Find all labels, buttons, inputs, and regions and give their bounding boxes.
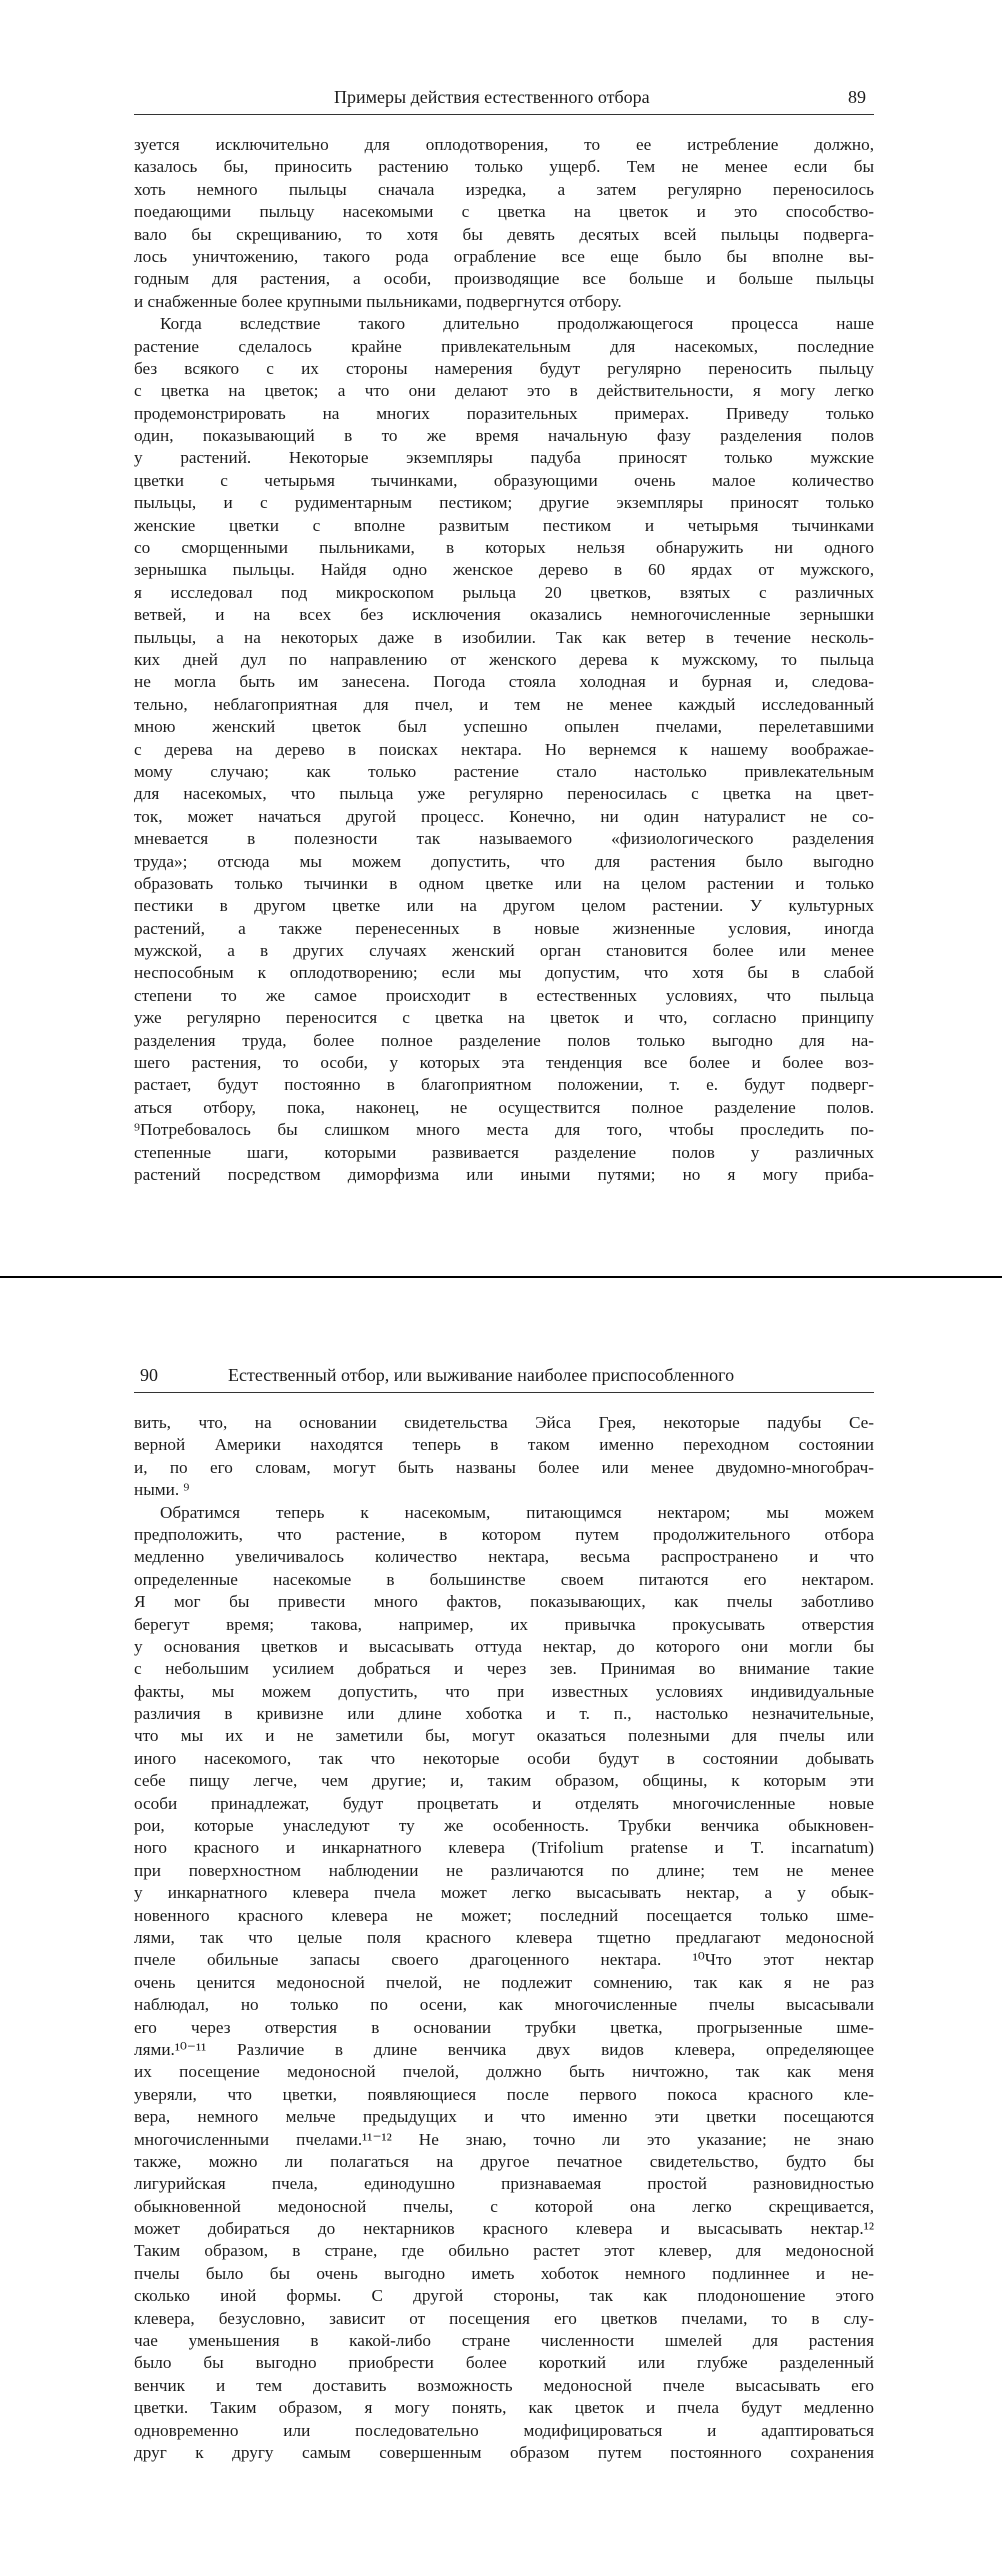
text-line: растение сделалось крайне привлекательным для насекомых, последние bbox=[134, 336, 874, 356]
text-line: пчелы было бы очень выгодно иметь хоботок немного подлиннее и не- bbox=[134, 2263, 874, 2283]
text-line: факты, мы можем допустить, что при известных условиях индивидуальные bbox=[134, 1681, 874, 1701]
page-body bbox=[134, 134, 874, 1186]
text-line: уже регулярно переносится с цветка на цветок и что, согласно принципу bbox=[134, 1008, 874, 1028]
text-line: образовать только тычинки в одном цветке или на целом растении и только bbox=[134, 873, 874, 893]
text-line: степенные шаги, которыми развивается разделение полов у различных bbox=[134, 1142, 874, 1162]
text-line: ного красного и инкарнатного клевера (Trifolium pratense и T. incarnatum) bbox=[134, 1838, 874, 1858]
text-line: различия в кривизне или длине хоботка и т. п., настолько незначительные, bbox=[134, 1704, 874, 1724]
text-line: мневается в полезности так называемого «физиологического разделения bbox=[134, 829, 874, 849]
text-line: лигурийская пчела, единодушно признаваемая простой разновидностью bbox=[134, 2174, 874, 2194]
text-line: цветки с четырьмя тычинками, образующими очень малое количество bbox=[134, 470, 874, 490]
text-line: Когда вследствие такого длительно продолжающегося процесса наше bbox=[160, 314, 874, 334]
text-line: Я мог бы привести много фактов, показывающих, как пчелы заботливо bbox=[134, 1592, 874, 1612]
text-line: и снабженные более крупными пыльниками, подвергнутся отбору. bbox=[134, 291, 622, 311]
text-line: продемонстрировать на многих поразительных примерах. Приведу только bbox=[134, 403, 874, 423]
text-line: друг к другу самым совершенным образом путем постоянного сохранения bbox=[134, 2442, 874, 2462]
text-line: с цветка на цветок; а что они делают это в действительности, я могу легко bbox=[134, 381, 874, 401]
text-line: со сморщенными пыльниками, в которых нельзя обнаружить ни одного bbox=[134, 538, 874, 558]
text-line: что мы их и не заметили бы, могут оказаться полезными для пчелы или bbox=[134, 1726, 874, 1746]
text-line: аться отбору, пока, наконец, не осуществится полное разделение полов. bbox=[134, 1097, 874, 1117]
text-line: вало бы скрещиванию, то хотя бы девять десятых всей пыльцы подверга- bbox=[134, 224, 874, 244]
text-line: лось уничтожению, такого рода ограбление все еще было бы вполне вы- bbox=[134, 246, 874, 266]
text-line: при поверхностном наблюдении не различаются по длине; тем не менее bbox=[134, 1860, 874, 1880]
text-line: их посещение медоносной пчелой, должно быть ничтожно, так как меня bbox=[134, 2062, 874, 2082]
text-line: шего растения, то особи, у которых эта тенденция все более и более воз- bbox=[134, 1053, 874, 1073]
text-line: венчик и тем доставить возможность медоносной пчеле высасывать его bbox=[134, 2375, 874, 2395]
text-line: годным для растения, а особи, производящие все больше и больше пыльцы bbox=[134, 269, 874, 289]
text-line: пыльцы, а на некоторых даже в изобилии. Так как ветер в течение несколь- bbox=[134, 627, 874, 647]
text-line: мною женский цветок был успешно опылен пчелами, перелетавшими bbox=[134, 717, 874, 737]
text-line: женские цветки с вполне развитым пестиком и четырьмя тычинками bbox=[134, 515, 874, 535]
text-line: труда»; отсюда мы можем допустить, что для растения было выгодно bbox=[134, 851, 874, 871]
text-line: может добираться до нектарников красного клевера и высасывать нектар.¹² bbox=[134, 2219, 874, 2239]
page-number: 89 bbox=[848, 87, 866, 107]
text-line: верной Америки находятся теперь в таком именно переходном состоянии bbox=[134, 1435, 874, 1455]
text-line: разделения труда, более полное разделение полов только выгодно для на- bbox=[134, 1030, 874, 1050]
text-line: зернышка пыльцы. Найдя одно женское дерево в 60 ярдах от мужского, bbox=[134, 560, 874, 580]
text-line: степени то же самое происходит в естественных условиях, что пыльца bbox=[134, 985, 874, 1005]
page-89 bbox=[0, 0, 1002, 1276]
text-line: также, можно ли полагаться на другое печатное свидетельство, будто бы bbox=[134, 2151, 874, 2171]
text-line: растений посредством диморфизма или иными путями; но я могу приба- bbox=[134, 1164, 874, 1184]
text-line: и, по его словам, могут быть названы более или менее двудомно-многобрач- bbox=[134, 1457, 874, 1477]
text-line: уверяли, что цветки, появляющиеся после первого покоса красного кле- bbox=[134, 2084, 874, 2104]
text-line: сколько иной формы. С другой стороны, так как плодоношение этого bbox=[134, 2286, 874, 2306]
text-line: поедающими пыльцу насекомыми с цветка на цветок и это способство- bbox=[134, 202, 874, 222]
page-number: 90 bbox=[140, 1365, 158, 1385]
text-line: пестики в другом цветке или на другом целом растении. У культурных bbox=[134, 896, 874, 916]
text-line: его через отверстия в основании трубки цветка, прогрызенные шме- bbox=[134, 2017, 874, 2037]
text-line: без всякого с их стороны намерения будут регулярно переносить пыльцу bbox=[134, 358, 874, 378]
text-line: растений, а также перенесенных в новые жизненные условия, иногда bbox=[134, 918, 874, 938]
text-line: пыльцы, и с рудиментарным пестиком; другие экземпляры приносят только bbox=[134, 493, 874, 513]
text-line: не могла быть им занесена. Погода стояла холодная и бурная и, следова- bbox=[134, 672, 874, 692]
text-line: берегут время; такова, например, их привычка прокусывать отверстия bbox=[134, 1614, 874, 1634]
text-line: ⁹Потребовалось бы слишком много места для того, чтобы проследить по- bbox=[134, 1120, 874, 1140]
running-head bbox=[134, 84, 874, 115]
text-line: зуется исключительно для оплодотворения, то ее истребление должно, bbox=[134, 135, 874, 154]
text-line: казалось бы, приносить растению только ущерб. Тем не менее если бы bbox=[134, 157, 874, 177]
running-head bbox=[134, 1362, 874, 1393]
text-line: один, показывающий в то же время начальную фазу разделения полов bbox=[134, 426, 874, 446]
running-head-title: Естественный отбор, или выживание наиболее приспособленного bbox=[228, 1365, 735, 1385]
text-line: ными. ⁹ bbox=[134, 1480, 190, 1500]
text-line: Таким образом, в стране, где обильно растет этот клевер, для медоносной bbox=[134, 2241, 874, 2261]
text-line: было бы выгодно приобрести более короткий или глубже разделенный bbox=[134, 2353, 874, 2373]
text-line: пчеле обильные запасы своего драгоценного нектара. ¹⁰Что этот нектар bbox=[134, 1950, 874, 1970]
text-line: ток, может начаться другой процесс. Конечно, ни один натуралист не со- bbox=[134, 806, 874, 826]
text-line: очень ценится медоносной пчелой, не подлежит сомнению, так как я не раз bbox=[134, 1972, 874, 1992]
text-line: чае уменьшения в какой-либо стране численности шмелей для растения bbox=[134, 2331, 874, 2351]
text-line: ких дней дул по направлению от женского дерева к мужскому, то пыльца bbox=[134, 649, 874, 669]
text-line: у растений. Некоторые экземпляры падуба приносят только мужские bbox=[134, 448, 874, 468]
text-line: мужской, а в других случаях женский орган становится более или менее bbox=[134, 941, 874, 961]
text-line: у основания цветков и высасывать оттуда нектар, до которого они могли бы bbox=[134, 1636, 874, 1656]
page-90 bbox=[0, 1278, 1002, 2554]
text-line: неспособным к оплодотворению; если мы допустим, что хотя бы в слабой bbox=[134, 963, 874, 983]
text-line: иного насекомого, так что некоторые особи будут в состоянии добывать bbox=[134, 1748, 874, 1768]
page-body bbox=[134, 1412, 874, 2464]
text-line: предположить, что растение, в котором путем продолжительного отбора bbox=[134, 1524, 874, 1544]
text-line: обыкновенной медоносной пчелы, с которой она легко скрещивается, bbox=[134, 2196, 874, 2216]
text-line: с небольшим усилием добраться и через зев. Принимая во внимание такие bbox=[134, 1659, 874, 1679]
text-line: определенные насекомые в большинстве своем питаются его нектаром. bbox=[134, 1569, 874, 1589]
text-line: мому случаю; как только растение стало настолько привлекательным bbox=[134, 761, 874, 781]
text-line: лями, так что целые поля красного клевера тщетно предлагают медоносной bbox=[134, 1927, 874, 1947]
text-line: хоть немного пыльцы сначала изредка, а затем регулярно переносилось bbox=[134, 179, 874, 199]
text-line: тельно, неблагоприятная для пчел, и тем не менее каждый исследованный bbox=[134, 694, 874, 714]
running-head-title: Примеры действия естественного отбора bbox=[334, 87, 650, 107]
text-line: ветвей, и на всех без исключения оказались немногочисленные зернышки bbox=[134, 605, 874, 625]
text-line: для насекомых, что пыльца уже регулярно переносилась с цветка на цвет- bbox=[134, 784, 874, 804]
text-line: одновременно или последовательно модифицироваться и адаптироваться bbox=[134, 2420, 874, 2440]
text-line: многочисленными пчелами.¹¹⁻¹² Не знаю, точно ли это указание; не знаю bbox=[134, 2129, 874, 2149]
text-line: вера, немного мельче предыдущих и что именно эти цветки посещаются bbox=[134, 2107, 874, 2127]
text-line: цветки. Таким образом, я могу понять, как цветок и пчела будут медленно bbox=[134, 2398, 874, 2418]
text-line: Обратимся теперь к насекомым, питающимся нектаром; мы можем bbox=[160, 1502, 874, 1522]
text-line: себе пищу легче, чем другие; и, таким образом, общины, к которым эти bbox=[134, 1771, 874, 1791]
text-line: с дерева на дерево в поисках нектара. Но вернемся к нашему воображае- bbox=[134, 739, 874, 759]
text-line: рои, которые унаследуют ту же особенность. Трубки венчика обыкновен- bbox=[134, 1816, 874, 1836]
text-line: особи принадлежат, будут процветать и отделять многочисленные новые bbox=[134, 1793, 874, 1813]
text-line: новенного красного клевера не может; последний посещается только шме- bbox=[134, 1905, 874, 1925]
text-line: у инкарнатного клевера пчела может легко высасывать нектар, а у обык- bbox=[134, 1883, 874, 1903]
text-line: лями.¹⁰⁻¹¹ Различие в длине венчика двух видов клевера, определяющее bbox=[134, 2039, 874, 2059]
text-line: клевера, безусловно, зависит от посещения его цветков пчелами, то в слу- bbox=[134, 2308, 874, 2328]
text-line: растает, будут постоянно в благоприятном положении, т. е. будут подверг- bbox=[134, 1075, 874, 1095]
text-line: медленно увеличивалось количество нектара, весьма распространено и что bbox=[134, 1547, 874, 1567]
text-line: я исследовал под микроскопом рыльца 20 цветков, взятых с различных bbox=[134, 582, 874, 602]
text-line: наблюдал, но только по осени, как многочисленные пчелы высасывали bbox=[134, 1995, 874, 2015]
text-line: вить, что, на основании свидетельства Эйса Грея, некоторые падубы Се- bbox=[134, 1413, 874, 1432]
